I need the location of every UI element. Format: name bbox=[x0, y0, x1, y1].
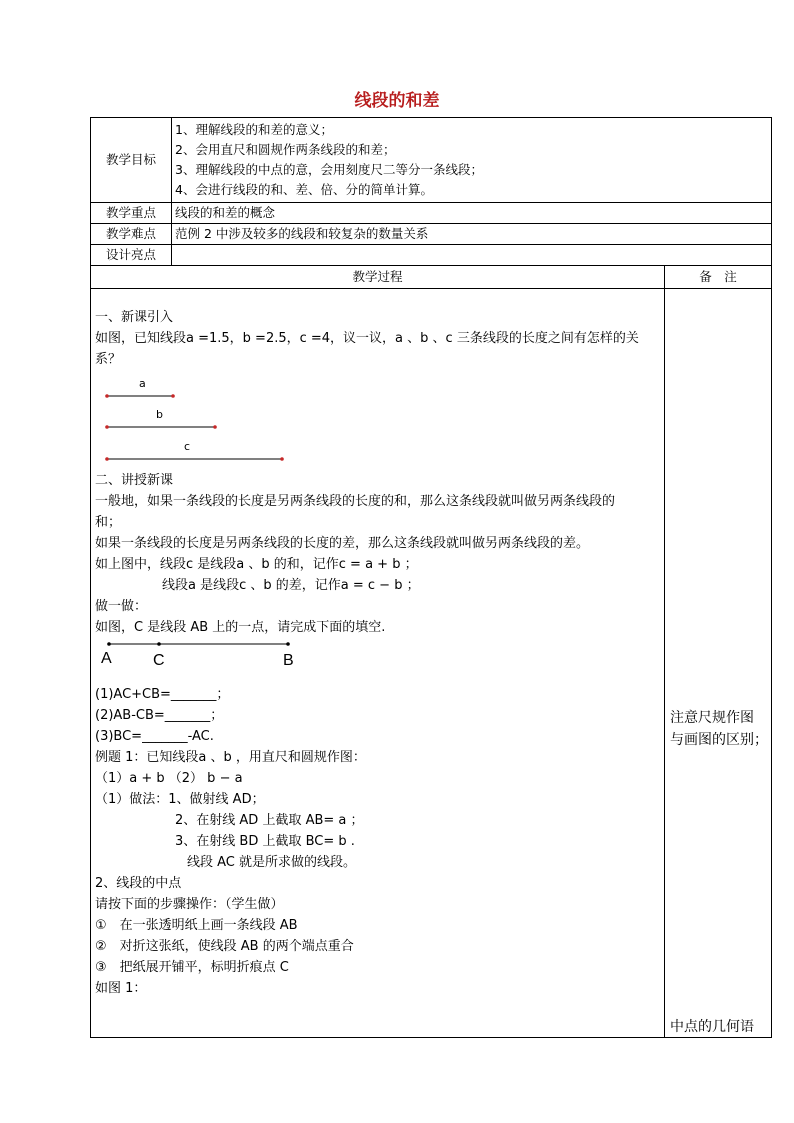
segment-b-label: b bbox=[156, 408, 163, 421]
goals-label: 教学目标 bbox=[91, 118, 172, 203]
blank-question-1: (1)AC+CB=_______； bbox=[95, 687, 230, 702]
point-c bbox=[157, 642, 161, 646]
blank-question-3: (3)BC=_______-AC. bbox=[95, 729, 214, 744]
goal-item: 4、会进行线段的和、差、倍、分的简单计算。 bbox=[175, 182, 433, 197]
segment-a-start-point bbox=[105, 394, 109, 398]
step-2: ② 对折这张纸，使线段 AB 的两个端点重合 bbox=[95, 939, 354, 954]
intro-question-cont: 系？ bbox=[95, 352, 122, 367]
point-b-label: B bbox=[283, 652, 294, 669]
note-construction-line-1: 注意尺规作图 bbox=[670, 710, 754, 726]
goals-content bbox=[172, 118, 772, 203]
highlights-value bbox=[172, 245, 772, 266]
process-header: 教学过程 bbox=[91, 266, 665, 289]
goal-item: 1、理解线段的和差的意义； bbox=[175, 122, 333, 137]
difficulty-label: 教学难点 bbox=[91, 224, 172, 245]
abc-segment-figure bbox=[95, 638, 655, 672]
step-3: ③ 把纸展开铺平，标明折痕点 C bbox=[95, 960, 289, 975]
highlights-row bbox=[91, 245, 772, 266]
key-point-label: 教学重点 bbox=[91, 203, 172, 224]
example-1-parts: （1）a + b （2） b − a bbox=[95, 771, 243, 786]
difficulty-value: 范例 2 中涉及较多的线段和较复杂的数量关系 bbox=[172, 224, 772, 245]
segment-c-start-point bbox=[105, 457, 109, 461]
method-step-2: 2、在射线 AD 上截取 AB= a ； bbox=[175, 813, 364, 828]
point-b bbox=[286, 642, 290, 646]
key-point-row bbox=[91, 203, 772, 224]
page-title: 线段的和差 bbox=[354, 91, 440, 111]
definition-sum-cont: 和； bbox=[95, 515, 122, 530]
key-point-value: 线段的和差的概念 bbox=[172, 203, 772, 224]
point-a bbox=[107, 642, 111, 646]
difficulty-row bbox=[91, 224, 772, 245]
segments-figure bbox=[95, 370, 655, 470]
blank-question-2: (2)AB-CB=_______； bbox=[95, 708, 224, 723]
note-construction-line-2: 与画图的区别； bbox=[670, 732, 768, 748]
definition-sum: 一般地，如果一条线段的长度是另两条线段的长度的和，那么这条线段就叫做另两条线段的 bbox=[95, 494, 616, 509]
process-row bbox=[91, 289, 772, 1038]
note-midpoint: 中点的几何语 bbox=[670, 1019, 754, 1035]
process-content bbox=[91, 289, 665, 1038]
try-it-description: 如图，C 是线段 AB 上的一点，请完成下面的填空. bbox=[95, 620, 386, 635]
method-result: 线段 AC 就是所求做的线段。 bbox=[187, 855, 357, 870]
section-midpoint-heading: 2、线段的中点 bbox=[95, 876, 182, 891]
method-step-1: （1）做法：1、做射线 AD； bbox=[95, 792, 265, 807]
method-step-3: 3、在射线 BD 上截取 BC= b . bbox=[175, 834, 355, 849]
goal-item: 2、会用直尺和圆规作两条线段的和差； bbox=[175, 142, 396, 157]
example-1-statement: 例题 1：已知线段a 、b ，用直尺和圆规作图： bbox=[95, 750, 366, 765]
steps-intro: 请按下面的步骤操作：（学生做） bbox=[95, 897, 284, 912]
notes-header: 备 注 bbox=[665, 266, 772, 289]
point-c-label: C bbox=[153, 652, 165, 669]
goals-row bbox=[91, 118, 772, 203]
lesson-plan-table bbox=[90, 117, 772, 1038]
note-construction bbox=[670, 707, 768, 751]
step-1: ① 在一张透明纸上画一条线段 AB bbox=[95, 918, 298, 933]
notes-content bbox=[665, 289, 772, 1038]
definition-difference: 如果一条线段的长度是另两条线段的长度的差，那么这条线段就叫做另两条线段的差。 bbox=[95, 536, 590, 551]
segment-c-label: c bbox=[184, 440, 191, 453]
section-new-heading: 二、讲授新课 bbox=[95, 473, 174, 488]
intro-question: 如图，已知线段a =1.5，b =2.5，c =4，议一议，a 、b 、c 三条线段的长度之间有怎样的关 bbox=[95, 331, 639, 346]
example-difference: 线段a 是线段c 、b 的差，记作a = c − b ； bbox=[162, 578, 420, 593]
example-sum: 如上图中，线段c 是线段a 、b 的和，记作c = a + b ； bbox=[95, 557, 418, 572]
highlights-label: 设计亮点 bbox=[91, 245, 172, 266]
try-it-heading: 做一做： bbox=[95, 599, 148, 614]
point-a-label: A bbox=[101, 650, 112, 667]
section-intro-heading: 一、新课引入 bbox=[95, 310, 174, 325]
segment-b-start-point bbox=[105, 425, 109, 429]
figure-1-label: 如图 1： bbox=[95, 981, 147, 996]
segment-c-end-point bbox=[280, 457, 284, 461]
header-row bbox=[91, 266, 772, 289]
segment-a-end-point bbox=[171, 394, 175, 398]
segment-b-end-point bbox=[213, 425, 217, 429]
segment-a-label: a bbox=[139, 377, 146, 390]
goal-item: 3、理解线段的中点的意，会用刻度尺二等分一条线段； bbox=[175, 162, 483, 177]
